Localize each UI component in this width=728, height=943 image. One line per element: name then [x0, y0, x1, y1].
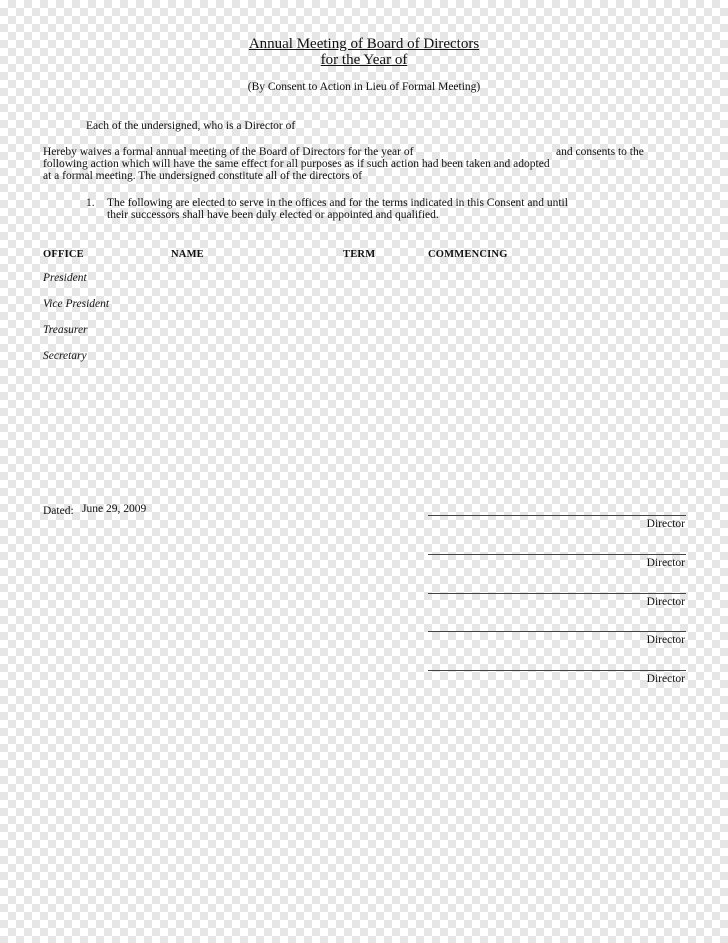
signature-label: Director — [646, 596, 685, 608]
dated-label: Dated: — [43, 505, 74, 517]
signature-label: Director — [646, 634, 685, 646]
signature-label: Director — [646, 673, 685, 685]
paragraph-line3: at a formal meeting. The undersigned constitute all of the directors of — [43, 170, 363, 182]
office-president: President — [43, 272, 87, 284]
paragraph-line1-b: and consents to the — [556, 146, 644, 158]
header-commencing: COMMENCING — [428, 249, 508, 260]
signature-label: Director — [646, 557, 685, 569]
header-term: TERM — [343, 249, 376, 260]
paragraph-line2: following action which will have the same effect for all purposes as if such action had been taken and adopted — [43, 158, 550, 170]
intro-text: Each of the undersigned, who is a Director of — [86, 120, 296, 132]
document-title-line2: for the Year of — [320, 52, 408, 68]
signature-line — [428, 593, 686, 594]
dated-value: June 29, 2009 — [82, 503, 147, 515]
document-title-line1: Annual Meeting of Board of Directors — [248, 36, 480, 52]
signature-line — [428, 515, 686, 516]
header-office: OFFICE — [43, 249, 84, 260]
document-subtitle: (By Consent to Action in Lieu of Formal Meeting) — [247, 81, 481, 93]
office-secretary: Secretary — [43, 350, 87, 362]
office-vice-president: Vice President — [43, 298, 110, 310]
header-name: NAME — [171, 249, 204, 260]
item-line2: their successors shall have been duly elected or appointed and qualified. — [107, 209, 439, 221]
item-number: 1. — [86, 197, 95, 209]
paragraph-line1-a: Hereby waives a formal annual meeting of the Board of Directors for the year of — [43, 146, 414, 158]
signature-label: Director — [646, 518, 685, 530]
office-treasurer: Treasurer — [43, 324, 88, 336]
item-line1: The following are elected to serve in the offices and for the terms indicated in this Consent and until — [107, 197, 568, 209]
signature-line — [428, 670, 686, 671]
signature-line — [428, 554, 686, 555]
signature-line — [428, 631, 686, 632]
